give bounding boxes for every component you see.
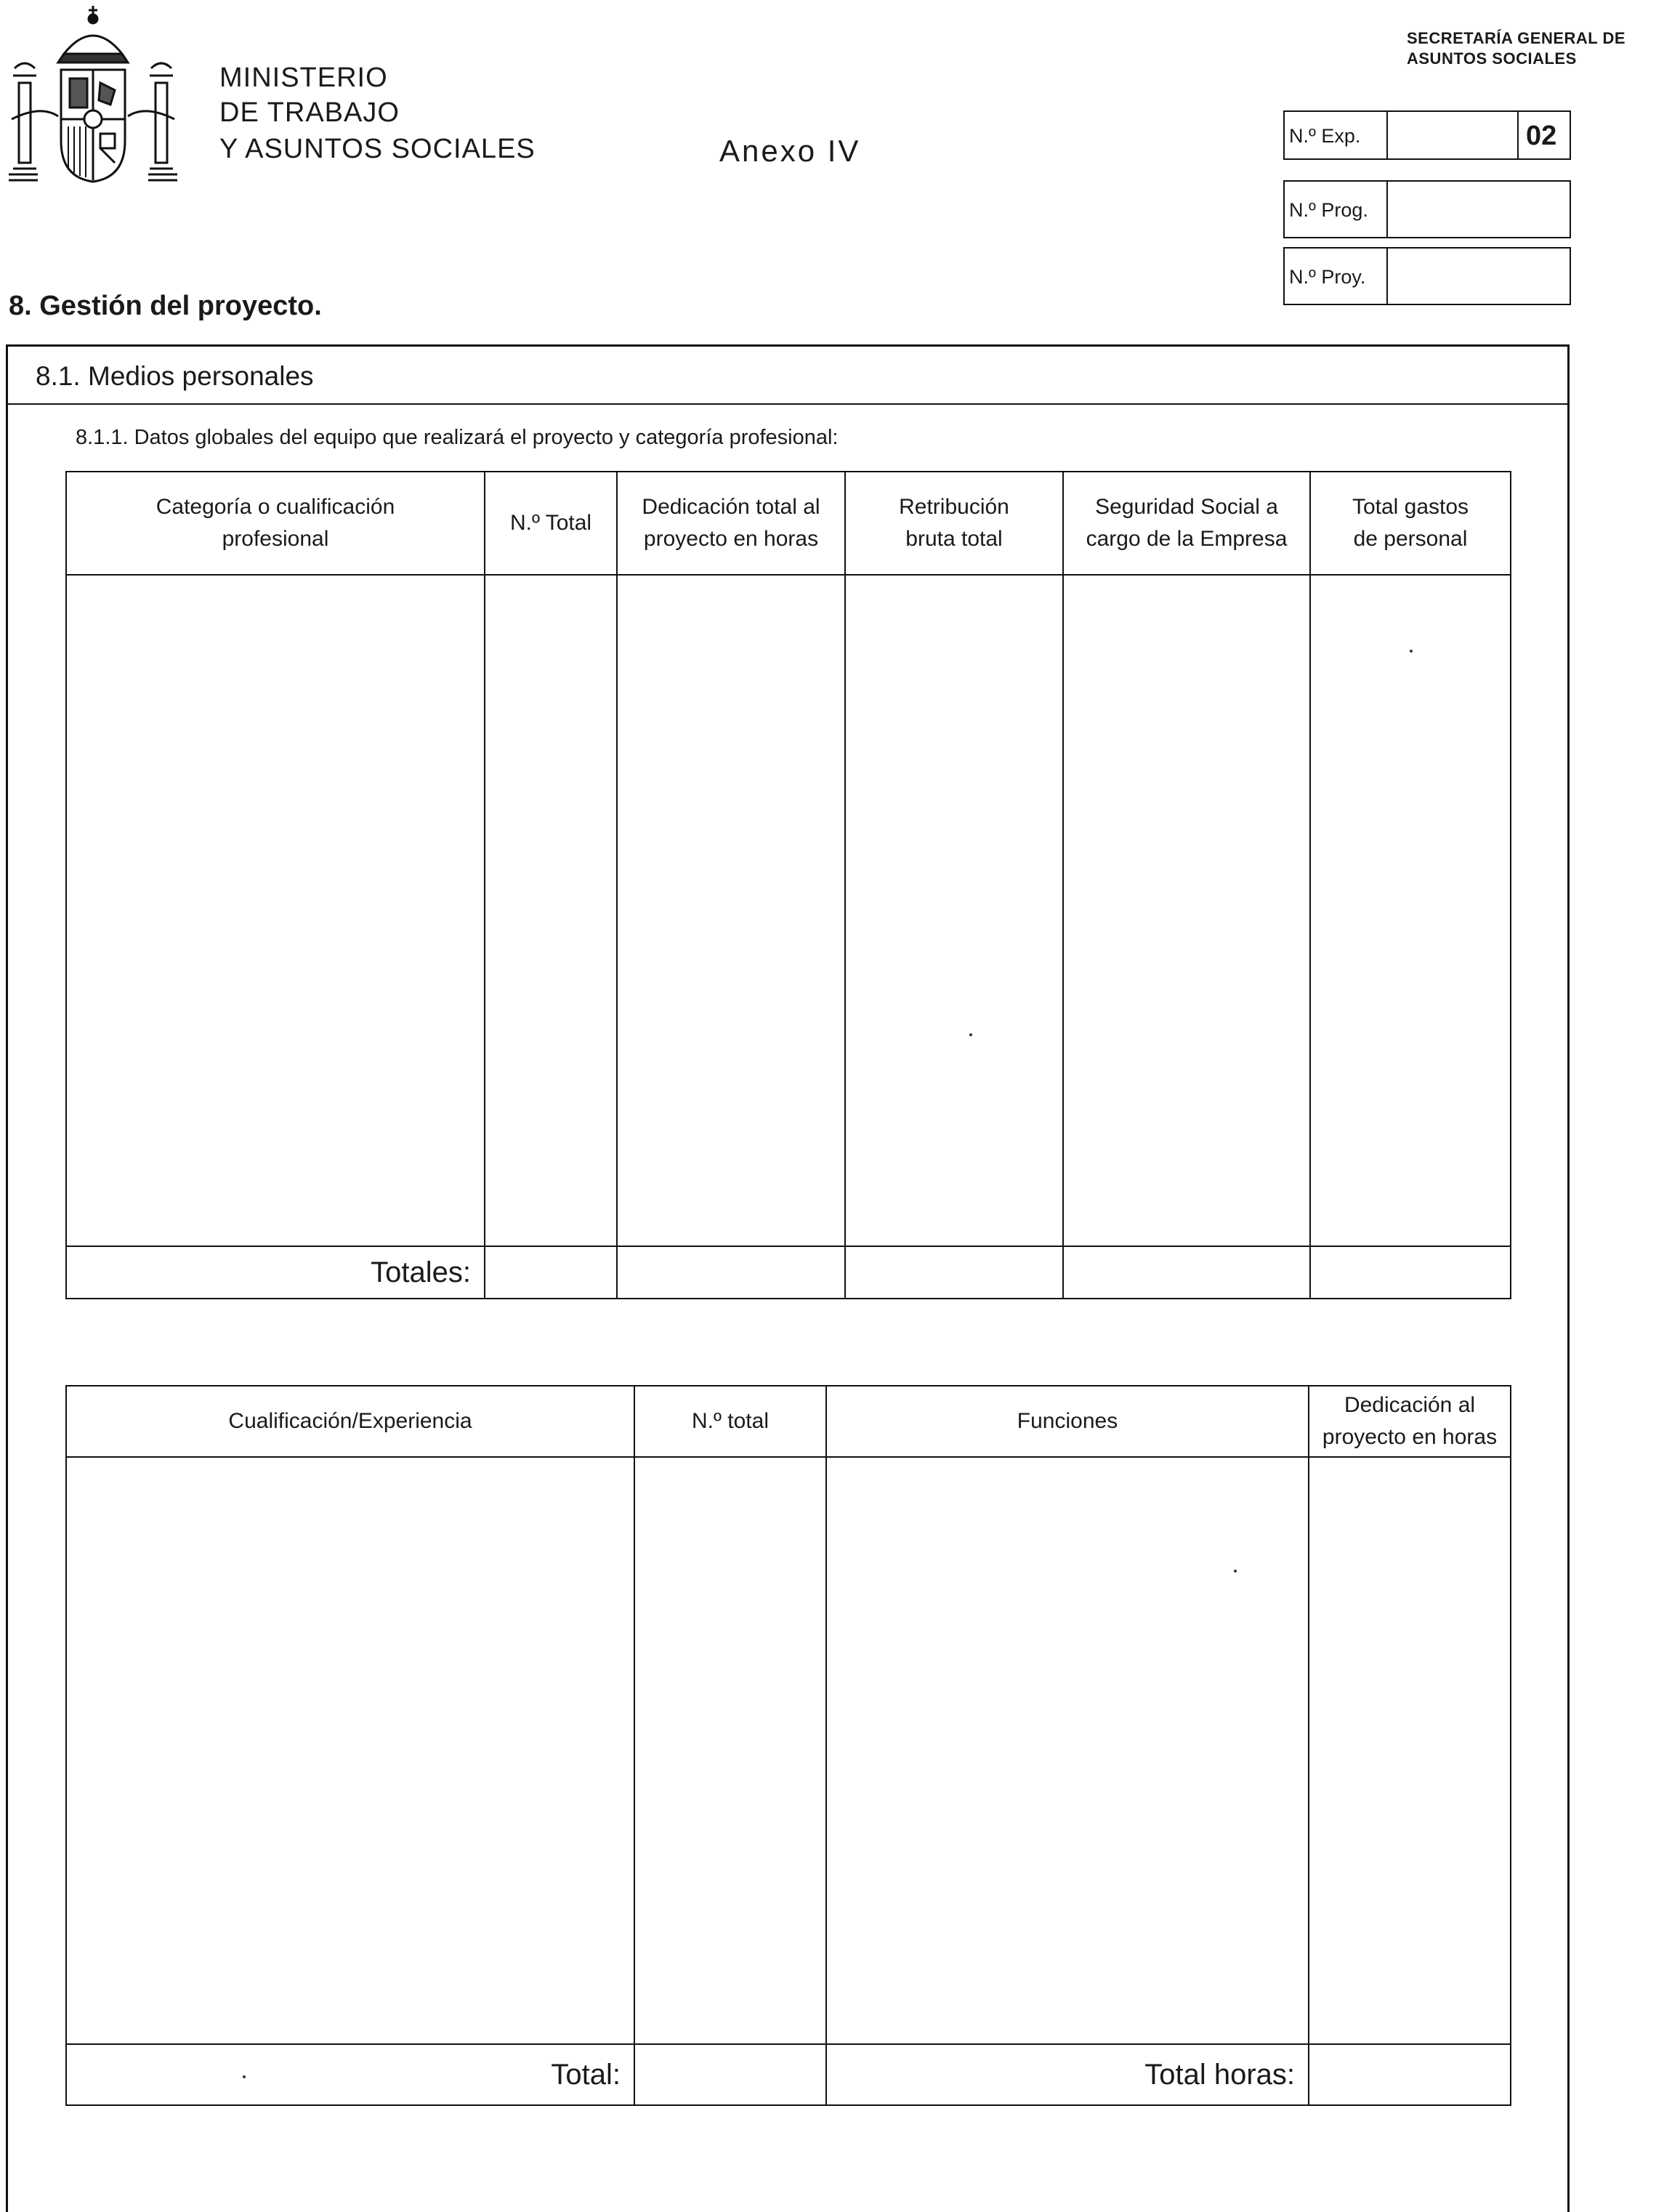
table2-body-row [66, 1457, 1511, 2044]
subsection-title: 8.1. Medios personales [36, 361, 314, 391]
proy-number-label: N.º Proy. [1289, 266, 1366, 288]
t1-total-number-cell[interactable] [485, 575, 617, 1246]
t2-header-total-number: N.º total [634, 1386, 826, 1457]
t1-social-security-cell[interactable] [1063, 575, 1310, 1246]
prog-number-field[interactable] [1388, 182, 1570, 237]
t1-header-social-security: Seguridad Social a cargo de la Empresa [1063, 472, 1310, 575]
t1-header-personnel-costs: Total gastos de personal [1310, 472, 1511, 575]
t2-dedication-cell[interactable] [1309, 1457, 1511, 2044]
subsection-divider [8, 403, 1567, 405]
t2-total-label: Total: [66, 2044, 634, 2105]
table2-header-row [66, 1386, 1511, 1457]
t1-gross-pay-cell[interactable] [845, 575, 1063, 1246]
t1-header-total-number: N.º Total [485, 472, 617, 575]
exp-number-field[interactable] [1386, 112, 1516, 158]
proy-number-field[interactable] [1388, 249, 1570, 304]
t2-header-dedication: Dedicación al proyecto en horas [1309, 1386, 1511, 1457]
t1-header-gross-pay: Retribución bruta total [845, 472, 1063, 575]
table2-totals-row [66, 2044, 1511, 2105]
scan-speck [969, 1033, 972, 1036]
t2-total-number-cell[interactable] [634, 1457, 826, 2044]
t2-header-functions: Funciones [826, 1386, 1309, 1457]
t1-totals-label: Totales: [66, 1246, 485, 1299]
exp-number-box [1283, 110, 1571, 160]
t2-total-number-sum[interactable] [634, 2044, 826, 2105]
t1-personnel-costs-cell[interactable] [1310, 575, 1511, 1246]
annex-title: Anexo IV [719, 134, 861, 168]
table1-header-row [66, 472, 1511, 575]
t2-total-hours-label: Total horas: [826, 2044, 1309, 2105]
t1-header-dedication: Dedicación total al proyecto en horas [617, 472, 845, 575]
secretariat-line-2: ASUNTOS SOCIALES [1407, 49, 1577, 68]
scan-speck [243, 2075, 246, 2078]
ministry-name-line-2: DE TRABAJO [219, 97, 400, 128]
ministry-name-line-3: Y ASUNTOS SOCIALES [219, 134, 536, 164]
ministry-name-line-1: MINISTERIO [219, 62, 388, 93]
prog-number-label: N.º Prog. [1289, 199, 1368, 221]
proy-number-box [1283, 247, 1571, 305]
scan-speck [1410, 650, 1413, 653]
qualification-table [65, 1385, 1511, 2106]
scan-speck [1234, 1570, 1237, 1573]
t2-functions-cell[interactable] [826, 1457, 1309, 2044]
t1-category-cell[interactable] [66, 575, 485, 1246]
t1-header-category: Categoría o cualificación profesional [66, 472, 485, 575]
t2-qualification-cell[interactable] [66, 1457, 634, 2044]
coat-of-arms-logo [6, 3, 180, 185]
exp-code: 02 [1526, 121, 1557, 151]
t1-total-number-sum[interactable] [485, 1246, 617, 1299]
t1-gross-pay-sum[interactable] [845, 1246, 1063, 1299]
table1-body-row [66, 575, 1511, 1246]
t1-dedication-sum[interactable] [617, 1246, 845, 1299]
table1-totals-row [66, 1246, 1511, 1299]
team-data-table [65, 471, 1511, 1299]
exp-number-label: N.º Exp. [1289, 125, 1361, 147]
t1-social-security-sum[interactable] [1063, 1246, 1310, 1299]
t1-personnel-costs-sum[interactable] [1310, 1246, 1511, 1299]
section-title: 8. Gestión del proyecto. [9, 291, 322, 321]
caption-811: 8.1.1. Datos globales del equipo que realizará el proyecto y categoría profesional: [76, 426, 839, 449]
t1-dedication-cell[interactable] [617, 575, 845, 1246]
t2-total-hours-sum[interactable] [1309, 2044, 1511, 2105]
prog-number-box [1283, 180, 1571, 238]
secretariat-line-1: SECRETARÍA GENERAL DE [1407, 29, 1626, 47]
t2-header-qualification: Cualificación/Experiencia [66, 1386, 634, 1457]
